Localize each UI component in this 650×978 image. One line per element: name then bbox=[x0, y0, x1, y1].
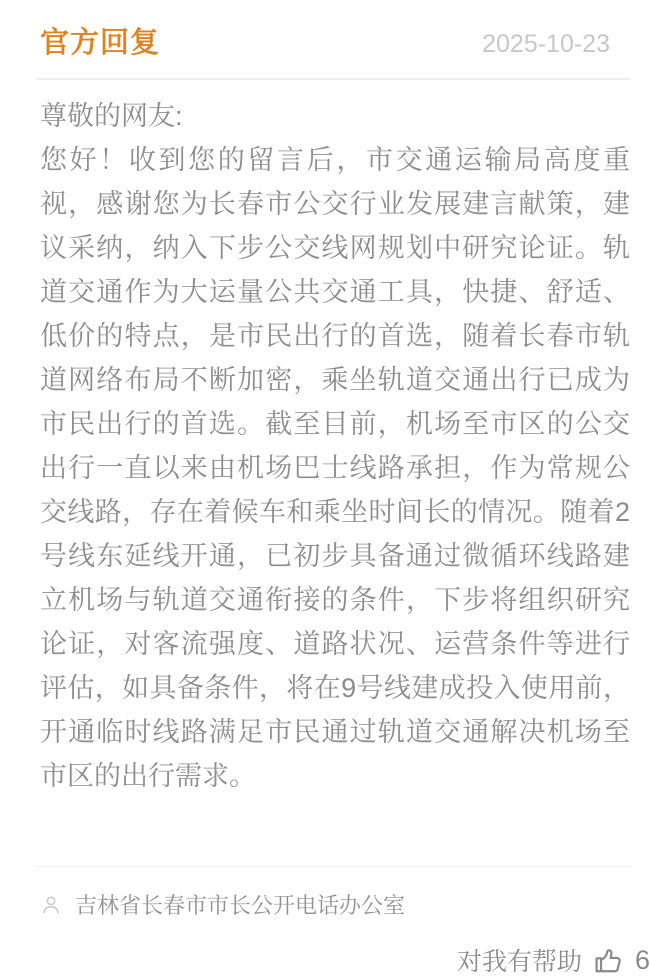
header-divider bbox=[36, 78, 630, 80]
reply-salutation: 尊敬的网友: bbox=[40, 101, 183, 131]
reply-content bbox=[40, 94, 630, 798]
reply-body-text: 您好！收到您的留言后，市交通运输局高度重视，感谢您为长春市公交行业发展建言献策，建议采纳，纳入下步公交线网规划中研究论证。轨道交通作为大运量公共交通工具，快捷、舒适、低价的特点，是市民出行的首选，随着长春市轨道网络布局不断加密，乘坐轨道交通出行已成为市民出行的首选。截至目前，机场至市区的公交出行一直以来由机场巴士线路承担，作为常规公交线路，存在着候车和乘坐时间长的情况。随着2号线东延线开通，已初步具备通过微循环线路建立机场与轨道交通衔接的条件，下步将组织研究论证，对客流强度、道路状况、运营条件等进行评估，如具备条件，将在9号线建成投入使用前，开通临时线路满足市民通过轨道交通解决机场至市区的出行需求。 bbox=[40, 145, 630, 791]
thumbs-up-icon bbox=[593, 945, 624, 976]
reply-date: 2025-10-23 bbox=[482, 30, 610, 58]
helpful-button[interactable] bbox=[0, 942, 650, 978]
header bbox=[0, 0, 650, 61]
helpful-button-label: 对我有帮助 bbox=[456, 948, 582, 976]
department-name: 吉林省长春市市长公开电话办公室 bbox=[75, 893, 406, 918]
helpful-count: 6 bbox=[634, 944, 650, 975]
department-row bbox=[40, 889, 610, 920]
page-title: 官方回复 bbox=[40, 27, 161, 59]
person-icon bbox=[40, 894, 62, 916]
footer-divider bbox=[36, 866, 630, 867]
